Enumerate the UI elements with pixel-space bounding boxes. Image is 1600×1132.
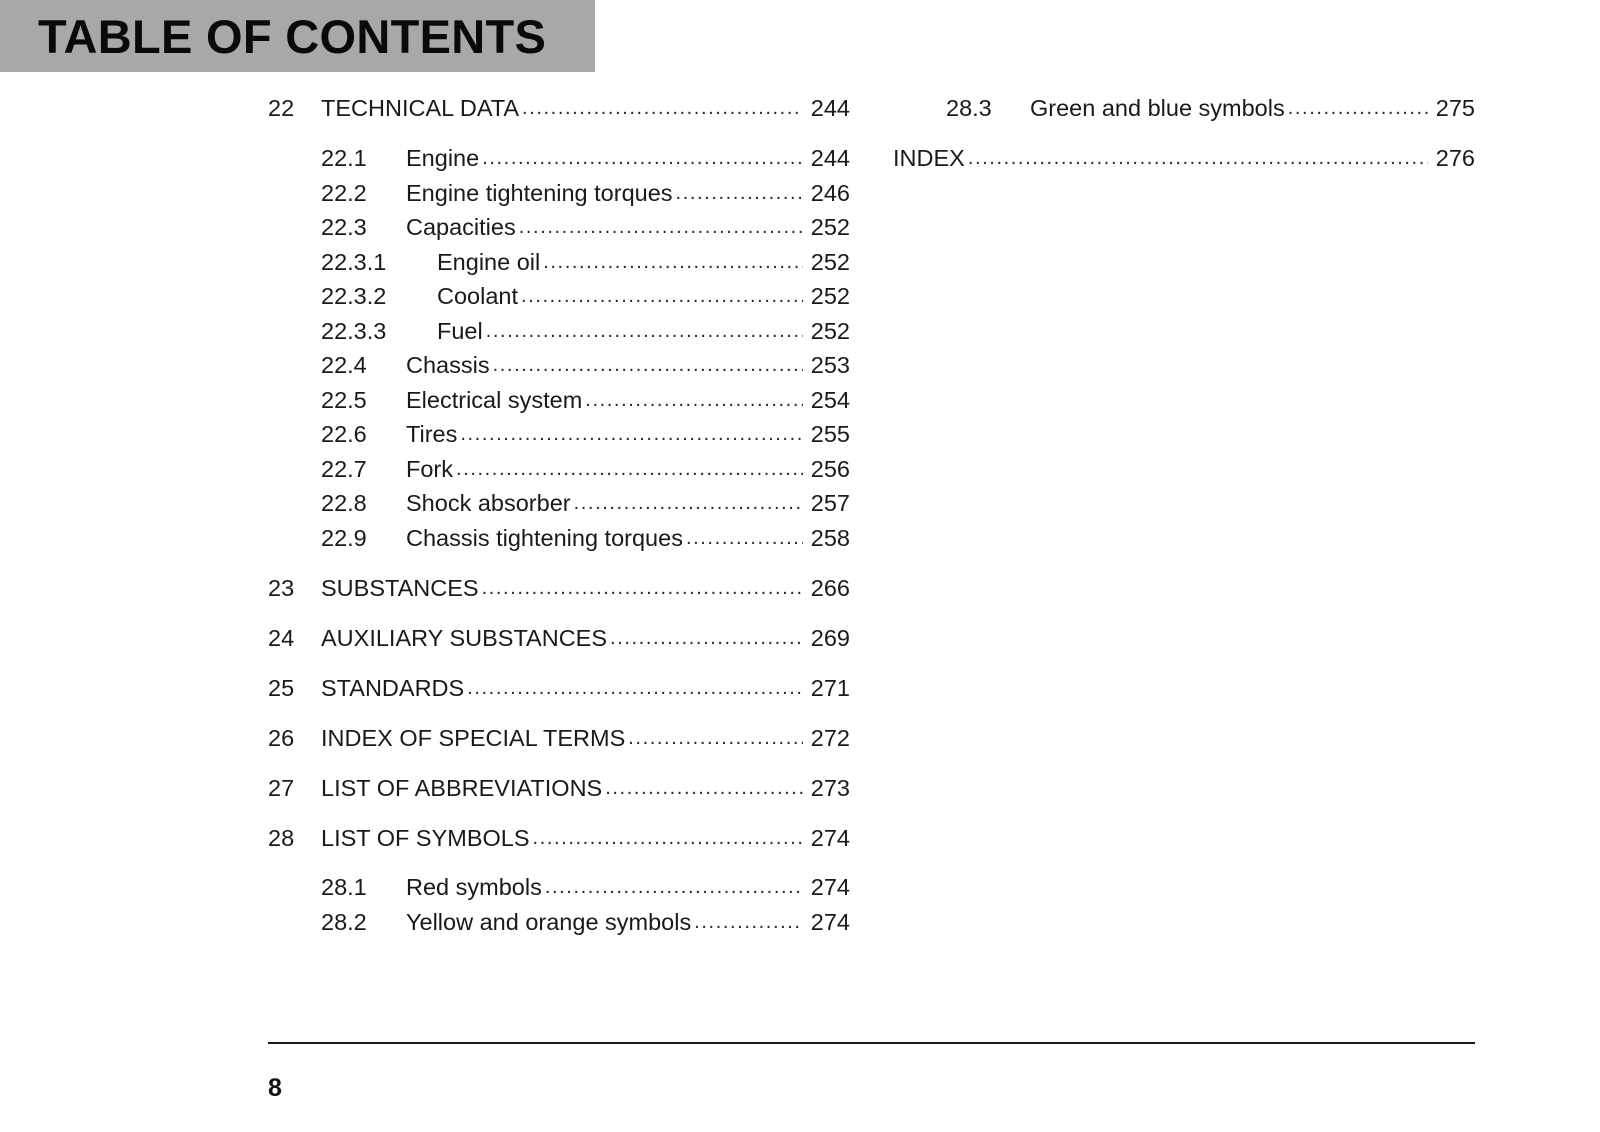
toc-entry-page: 252 bbox=[810, 317, 850, 344]
toc-entry-number: 26 bbox=[268, 725, 295, 751]
toc-entry-page: 255 bbox=[810, 420, 850, 447]
toc-entry-number: 28.1 bbox=[321, 874, 367, 900]
toc-entry[interactable] bbox=[321, 454, 850, 484]
dot-leader bbox=[628, 723, 803, 753]
dot-leader bbox=[519, 212, 803, 242]
dot-leader bbox=[605, 773, 803, 803]
toc-entry-title: Electrical system bbox=[406, 386, 583, 413]
toc-entry-number: 22.2 bbox=[321, 180, 367, 206]
toc-entry-page: 253 bbox=[810, 351, 850, 378]
toc-entry[interactable] bbox=[321, 872, 850, 902]
dot-leader bbox=[968, 143, 1428, 173]
toc-entry-number: 22.3 bbox=[321, 214, 367, 240]
toc-entry-title: Chassis tightening torques bbox=[406, 524, 683, 551]
toc-entry-title: Yellow and orange symbols bbox=[406, 908, 692, 935]
footer-divider bbox=[268, 1042, 1475, 1044]
toc-entry-page: 274 bbox=[810, 873, 850, 900]
toc-entry-page: 252 bbox=[810, 248, 850, 275]
dot-leader bbox=[686, 523, 803, 553]
toc-entry-page: 273 bbox=[810, 774, 850, 801]
toc-entry-number: 22.3.2 bbox=[321, 283, 387, 309]
dot-leader bbox=[1288, 93, 1428, 123]
toc-entry[interactable] bbox=[321, 523, 850, 553]
toc-entry-title: Green and blue symbols bbox=[1030, 94, 1285, 121]
dot-leader bbox=[482, 143, 803, 173]
toc-entry-page: 258 bbox=[810, 524, 850, 551]
toc-entry[interactable] bbox=[321, 316, 850, 346]
toc-entry-page: 274 bbox=[810, 908, 850, 935]
dot-leader bbox=[574, 488, 803, 518]
dot-leader bbox=[521, 281, 803, 311]
toc-entry-number: 22.3.1 bbox=[321, 249, 387, 275]
toc-entry-title: STANDARDS bbox=[321, 674, 465, 701]
toc-entry-number: 24 bbox=[268, 625, 295, 651]
toc-entry-title: Chassis bbox=[406, 351, 490, 378]
toc-entry[interactable] bbox=[268, 723, 850, 753]
page-title: TABLE OF CONTENTS bbox=[38, 10, 547, 63]
toc-entry-title: SUBSTANCES bbox=[321, 574, 479, 601]
toc-entry-title: LIST OF ABBREVIATIONS bbox=[321, 774, 603, 801]
toc-entry-number: 22.6 bbox=[321, 421, 367, 447]
toc-entry-title: Engine bbox=[406, 144, 480, 171]
toc-entry-number: 22.1 bbox=[321, 145, 367, 171]
toc-entry-number: 22 bbox=[268, 95, 295, 121]
toc-entry[interactable] bbox=[321, 143, 850, 173]
dot-leader bbox=[493, 350, 803, 380]
toc-entry-page: 269 bbox=[810, 624, 850, 651]
toc-entry-page: 244 bbox=[810, 94, 850, 121]
toc-entry-title: INDEX OF SPECIAL TERMS bbox=[321, 724, 626, 751]
toc-entry-title: LIST OF SYMBOLS bbox=[321, 824, 530, 851]
toc-entry-number: 22.5 bbox=[321, 387, 367, 413]
toc-entry-title: TECHNICAL DATA bbox=[321, 94, 520, 121]
toc-entry-page: 271 bbox=[810, 674, 850, 701]
dot-leader bbox=[460, 419, 802, 449]
toc-entry[interactable] bbox=[268, 673, 850, 703]
section-header bbox=[0, 0, 595, 72]
toc-entry-title: Coolant bbox=[437, 282, 518, 309]
toc-entry-title: INDEX bbox=[893, 144, 965, 171]
toc-entry-title: Fork bbox=[406, 455, 453, 482]
toc-entry-page: 272 bbox=[810, 724, 850, 751]
toc-entry-number: 22.9 bbox=[321, 525, 367, 551]
toc-entry-page: 274 bbox=[810, 824, 850, 851]
toc-entry-number: 28.2 bbox=[321, 909, 367, 935]
toc-entry-number: 22.4 bbox=[321, 352, 367, 378]
toc-entry[interactable] bbox=[268, 623, 850, 653]
toc-entry-page: 276 bbox=[1435, 144, 1475, 171]
toc-entry-title: Capacities bbox=[406, 213, 516, 240]
toc-entry[interactable] bbox=[321, 281, 850, 311]
toc-entry-number: 22.7 bbox=[321, 456, 367, 482]
page-number: 8 bbox=[268, 1074, 282, 1102]
toc-entry[interactable] bbox=[321, 419, 850, 449]
toc-entry-number: 22.3.3 bbox=[321, 318, 387, 344]
toc-entry-page: 244 bbox=[810, 144, 850, 171]
toc-entry-number: 28.3 bbox=[946, 95, 992, 121]
toc-entry-number: 28 bbox=[268, 825, 295, 851]
toc-entry[interactable] bbox=[321, 178, 850, 208]
toc-entry-number: 25 bbox=[268, 675, 295, 701]
toc-entry[interactable] bbox=[321, 247, 850, 277]
dot-leader bbox=[676, 178, 803, 208]
dot-leader bbox=[610, 623, 803, 653]
toc-entry-page: 254 bbox=[810, 386, 850, 413]
dot-leader bbox=[585, 385, 802, 415]
toc-entry-page: 246 bbox=[810, 179, 850, 206]
toc-entry-title: Tires bbox=[406, 420, 458, 447]
toc-entry-number: 27 bbox=[268, 775, 295, 801]
toc-entry-title: Engine oil bbox=[437, 248, 541, 275]
toc-entry-title: Red symbols bbox=[406, 873, 542, 900]
dot-leader bbox=[522, 93, 803, 123]
toc-entry[interactable] bbox=[321, 212, 850, 242]
dot-leader bbox=[545, 872, 803, 902]
toc-entry-title: Fuel bbox=[437, 317, 483, 344]
dot-leader bbox=[543, 247, 803, 277]
toc-entry-number: 22.8 bbox=[321, 490, 367, 516]
dot-leader bbox=[467, 673, 803, 703]
dot-leader bbox=[482, 573, 803, 603]
toc-entry-title: Shock absorber bbox=[406, 489, 571, 516]
toc-entry-index[interactable] bbox=[893, 143, 1475, 173]
toc-entry-page: 266 bbox=[810, 574, 850, 601]
toc-entry-number: 23 bbox=[268, 575, 295, 601]
toc-entry[interactable] bbox=[321, 350, 850, 380]
dot-leader bbox=[694, 907, 803, 937]
toc-entry[interactable] bbox=[268, 823, 850, 853]
toc-entry[interactable] bbox=[268, 573, 850, 603]
toc-entry-title: AUXILIARY SUBSTANCES bbox=[321, 624, 608, 651]
dot-leader bbox=[486, 316, 803, 346]
toc-entry-page: 275 bbox=[1435, 94, 1475, 121]
dot-leader bbox=[456, 454, 803, 484]
dot-leader bbox=[533, 823, 803, 853]
toc-entry[interactable] bbox=[321, 488, 850, 518]
toc-entry[interactable] bbox=[946, 93, 1475, 123]
toc-entry[interactable] bbox=[321, 385, 850, 415]
toc-entry-page: 256 bbox=[810, 455, 850, 482]
toc-entry-page: 257 bbox=[810, 489, 850, 516]
toc-entry[interactable] bbox=[268, 93, 850, 123]
toc-entry[interactable] bbox=[321, 907, 850, 937]
toc-entry-page: 252 bbox=[810, 213, 850, 240]
toc-entry[interactable] bbox=[268, 773, 850, 803]
toc-entry-title: Engine tightening torques bbox=[406, 179, 673, 206]
toc-entry-page: 252 bbox=[810, 282, 850, 309]
